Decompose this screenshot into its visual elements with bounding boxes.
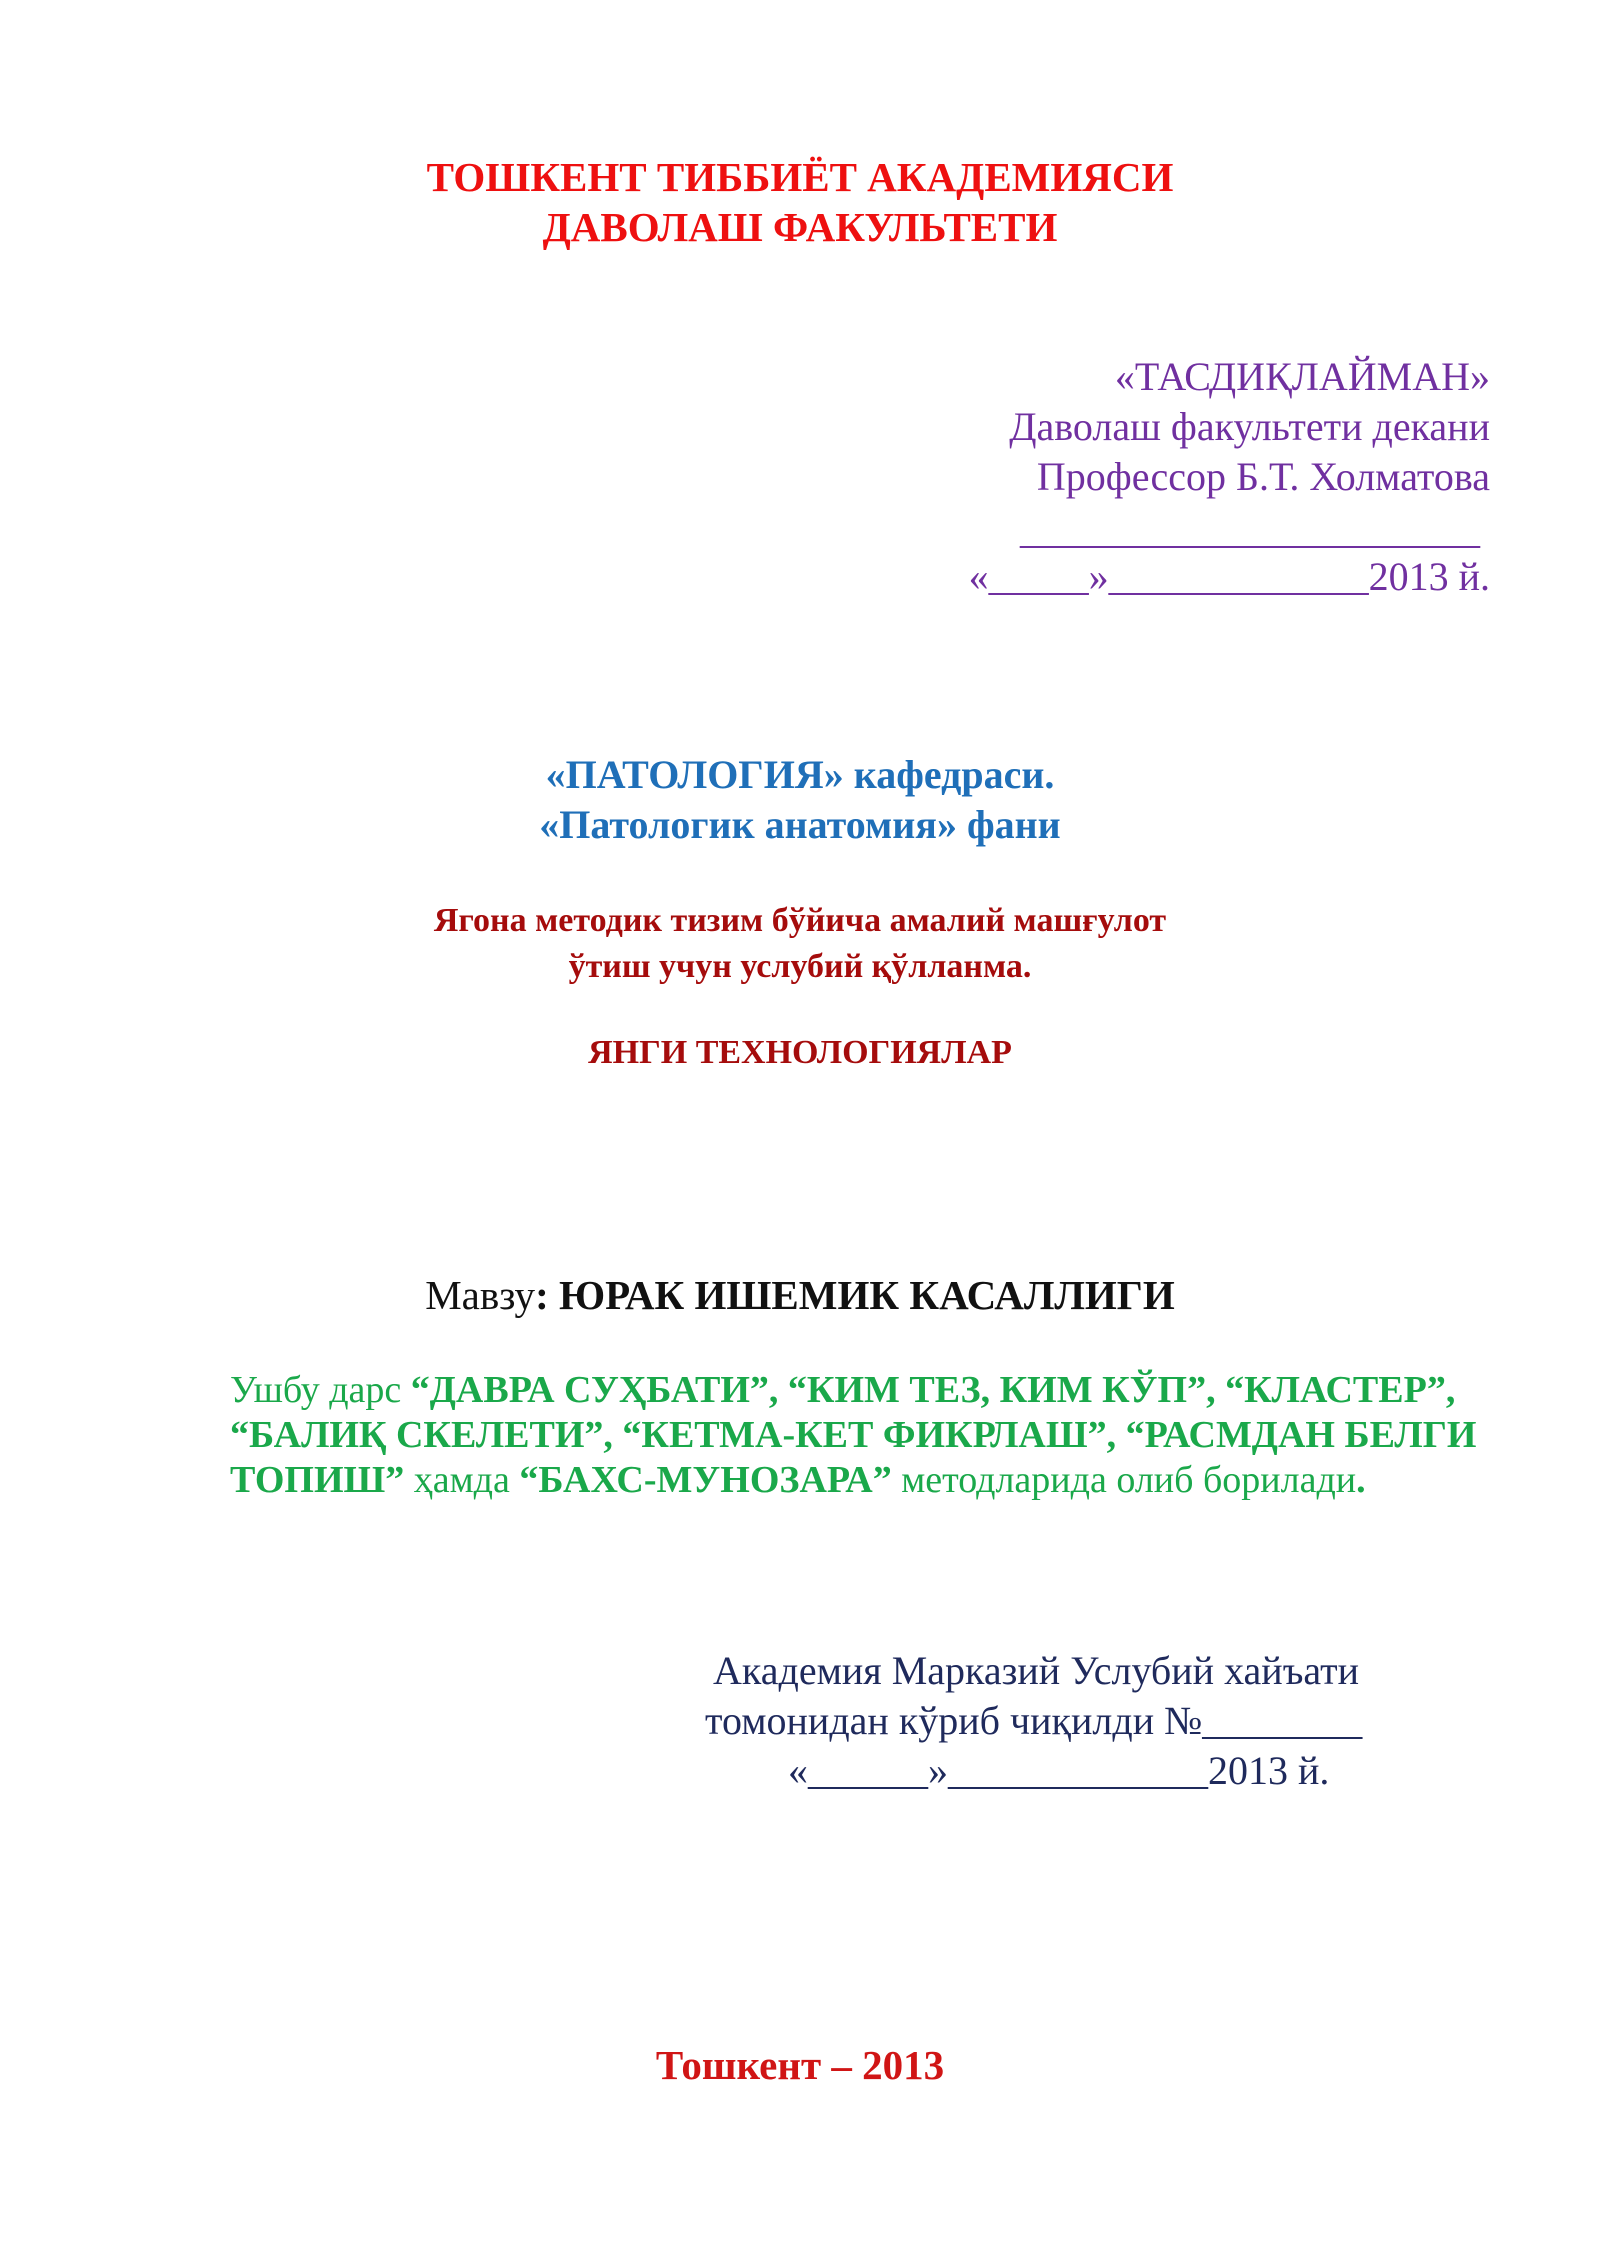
institution-title: ТОШКЕНТ ТИББИЁТ АКАДЕМИЯСИ bbox=[426, 154, 1174, 200]
department-chair: «ПАТОЛОГИЯ» кафедраси. bbox=[545, 752, 1055, 797]
city-year: Тошкент – 2013 bbox=[655, 2042, 945, 2088]
methods-debate: “БАХС-МУНОЗАРА” bbox=[519, 1459, 892, 1501]
methods-paragraph bbox=[230, 1368, 1530, 1503]
technologies-heading: ЯНГИ ТЕХНОЛОГИЯЛАР bbox=[588, 1034, 1012, 1071]
guide-line-2: ўтиш учун услубий қўлланма. bbox=[568, 948, 1032, 985]
guide-line-1: Ягона методик тизим бўйича амалий машғулот bbox=[433, 902, 1167, 939]
methods-outro: методларида олиб борилади bbox=[891, 1459, 1357, 1501]
review-line-1: Академия Марказий Услубий хайъати bbox=[713, 1648, 1359, 1693]
topic-label: Мавзу bbox=[425, 1272, 536, 1318]
methods-list: “ДАВРА СУҲБАТИ”, “КИМ ТЕЗ, КИМ КЎП”, “КЛАСТЕР”, “БАЛИҚ СКЕЛЕТИ”, “КЕТМА-КЕТ ФИКРЛАШ”, “РАСМДАН БЕЛГИ ТОПИШ” bbox=[230, 1369, 1477, 1501]
approval-signature-line: _______________________ bbox=[1020, 507, 1480, 552]
topic-value: : ЮРАК ИШЕМИК КАСАЛЛИГИ bbox=[535, 1272, 1175, 1318]
faculty-title: ДАВОЛАШ ФАКУЛЬТЕТИ bbox=[542, 204, 1058, 250]
methods-intro: Ушбу дарс bbox=[230, 1369, 411, 1411]
approval-title: «ТАСДИҚЛАЙМАН» bbox=[1114, 354, 1490, 399]
methods-period: . bbox=[1356, 1459, 1366, 1501]
methods-and: ҳамда bbox=[404, 1459, 520, 1501]
review-date-line: «______»_____________2013 й. bbox=[788, 1748, 1330, 1793]
department-subject: «Патологик анатомия» фани bbox=[539, 802, 1061, 847]
topic-line bbox=[0, 1270, 1600, 1320]
approval-position: Даволаш факультети декани bbox=[1009, 404, 1490, 449]
approval-name: Профессор Б.Т. Холматова bbox=[1036, 454, 1490, 499]
approval-date-line: «_____»_____________2013 й. bbox=[968, 554, 1490, 599]
review-line-2: томонидан кўриб чиқилди №________ bbox=[705, 1698, 1363, 1743]
